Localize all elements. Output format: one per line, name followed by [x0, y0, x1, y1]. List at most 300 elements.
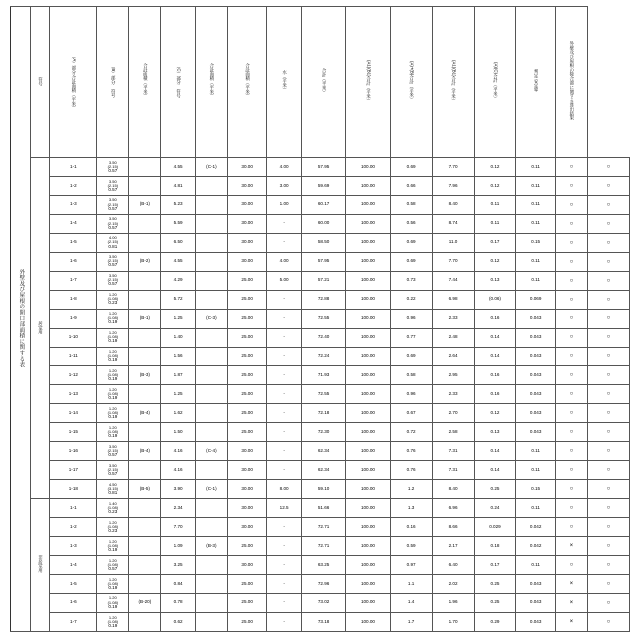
cell-area-c: 30.00	[227, 518, 266, 537]
header-group-c-area2	[227, 7, 266, 158]
cell-area-c: 30.00	[227, 461, 266, 480]
cell-ratio-3: 0.14	[474, 328, 516, 347]
cell-kigou-b: (B-1)	[129, 309, 161, 328]
sheet-title-vertical: 外壁及び屋根の開口部面積に関する表	[18, 268, 25, 368]
cell-area-b: 5.59	[161, 214, 196, 233]
cell-result: ○	[587, 480, 629, 499]
cell-area-c2: -	[267, 385, 302, 404]
cell-area-c2: -	[267, 347, 302, 366]
cell-ratio-4: 0.11	[516, 442, 555, 461]
cell-area-c: 25.00	[227, 612, 266, 631]
cell-area-b: 2.34	[161, 499, 196, 518]
cell-judgement: ○	[555, 290, 587, 309]
cell-ratio-3: 0.18	[474, 537, 516, 556]
cell-area-b: 4.29	[161, 271, 196, 290]
cell-ratio-2: 2.33	[432, 385, 474, 404]
cell-kigou-b	[129, 612, 161, 631]
cell-goukei: 100.00	[346, 518, 390, 537]
cell-goukei: 100.00	[346, 480, 390, 499]
cell-ratio-1: 0.16	[390, 518, 432, 537]
cell-kigou-c	[195, 271, 227, 290]
row-id: 1-18	[50, 480, 97, 499]
cell-area-c2: -	[267, 309, 302, 328]
cell-mizu: 71.93	[301, 366, 345, 385]
table-row	[11, 158, 630, 177]
cell-ratio-2: 6.98	[432, 290, 474, 309]
cell-judgement: ×	[555, 537, 587, 556]
cell-ratio-4: 0.043	[516, 423, 555, 442]
cell-goukei: 100.00	[346, 593, 390, 612]
cell-ratio-2: 7.70	[432, 158, 474, 177]
cell-area-b: 5.23	[161, 195, 196, 214]
cell-judgement: ×	[555, 574, 587, 593]
cell-mizu: 59.69	[301, 176, 345, 195]
cell-ratio-3: 0.24	[474, 499, 516, 518]
cell-area-c: 30.00	[227, 556, 266, 575]
cell-ratio-3: 0.29	[474, 612, 516, 631]
row-id: 1-3	[50, 537, 97, 556]
cell-area-a: 1.20 (1.08) 0.19	[97, 423, 129, 442]
cell-goukei: 100.00	[346, 328, 390, 347]
cell-area-b: 3.90	[161, 480, 196, 499]
cell-area-c2: 8.00	[267, 480, 302, 499]
cell-judgement: ○	[555, 518, 587, 537]
cell-ratio-4: 0.15	[516, 233, 555, 252]
cell-judgement: ○	[555, 442, 587, 461]
cell-judgement: ○	[555, 480, 587, 499]
header-label: 合計（平米）	[322, 67, 328, 95]
cell-ratio-4: 0.043	[516, 366, 555, 385]
cell-result: ○	[587, 176, 629, 195]
header-label: 判定 安定率	[534, 69, 540, 93]
cell-ratio-2: 2.95	[432, 366, 474, 385]
cell-ratio-2: 7.31	[432, 442, 474, 461]
cell-kigou-b	[129, 271, 161, 290]
cell-goukei: 100.00	[346, 271, 390, 290]
cell-ratio-4: 0.11	[516, 252, 555, 271]
cell-ratio-2: 2.33	[432, 309, 474, 328]
cell-area-b: 3.25	[161, 556, 196, 575]
cell-ratio-4: 0.11	[516, 214, 555, 233]
cell-result: ○	[587, 195, 629, 214]
cell-area-c2: -	[267, 233, 302, 252]
cell-ratio-3: 0.16	[474, 385, 516, 404]
cell-area-b: 0.78	[161, 593, 196, 612]
cell-ratio-1: 0.73	[390, 271, 432, 290]
row-id: 1-11	[50, 347, 97, 366]
row-id: 1-13	[50, 385, 97, 404]
cell-area-c: 25.00	[227, 271, 266, 290]
cell-area-c2: -	[267, 556, 302, 575]
cell-goukei: 100.00	[346, 461, 390, 480]
cell-kigou-b	[129, 537, 161, 556]
cell-mizu: 72.18	[301, 404, 345, 423]
cell-judgement: ○	[555, 461, 587, 480]
cell-ratio-3: 0.11	[474, 195, 516, 214]
cell-kigou-b	[129, 347, 161, 366]
cell-area-a: 3.50 (2.15) 0.57	[97, 214, 129, 233]
cell-mizu: 60.17	[301, 195, 345, 214]
cell-kigou-c	[195, 328, 227, 347]
cell-area-c: 30.00	[227, 480, 266, 499]
table-row	[11, 404, 630, 423]
header-label: （B）部分 符号	[111, 64, 117, 98]
cell-result: ○	[587, 499, 629, 518]
cell-ratio-1: 0.96	[390, 309, 432, 328]
cell-mizu: 57.21	[301, 271, 345, 290]
cell-ratio-3: 0.029	[474, 518, 516, 537]
cell-kigou-b	[129, 423, 161, 442]
cell-ratio-4: 0.043	[516, 593, 555, 612]
cell-judgement: ○	[555, 366, 587, 385]
table-row	[11, 442, 630, 461]
cell-ratio-4: 0.043	[516, 328, 555, 347]
cell-ratio-4: 0.11	[516, 499, 555, 518]
cell-area-c: 25.00	[227, 574, 266, 593]
cell-area-c: 30.00	[227, 176, 266, 195]
cell-result: ○	[587, 158, 629, 177]
cell-ratio-1: 0.77	[390, 328, 432, 347]
cell-area-b: 1.50	[161, 423, 196, 442]
header-group-b-kigou	[97, 7, 129, 158]
header-group-c-area	[195, 7, 227, 158]
cell-area-a: 1.20 (1.08) 0.19	[97, 328, 129, 347]
cell-area-a: 3.50 (2.15) 0.57	[97, 252, 129, 271]
cell-kigou-b	[129, 574, 161, 593]
cell-ratio-2: 7.96	[432, 176, 474, 195]
cell-result: ○	[587, 328, 629, 347]
cell-ratio-1: 0.56	[390, 214, 432, 233]
cell-result: ○	[587, 442, 629, 461]
cell-mizu: 57.95	[301, 252, 345, 271]
cell-goukei: 100.00	[346, 233, 390, 252]
header-group-c-kigou	[161, 7, 196, 158]
header-label: (A)(C)合計（平米）	[493, 61, 499, 101]
cell-ratio-1: 0.69	[390, 347, 432, 366]
cell-kigou-c	[195, 518, 227, 537]
header-mizu	[267, 7, 302, 158]
cell-goukei: 100.00	[346, 158, 390, 177]
table-row	[11, 309, 630, 328]
cell-kigou-c	[195, 385, 227, 404]
cell-ratio-3: (0.06)	[474, 290, 516, 309]
cell-area-c: 30.00	[227, 499, 266, 518]
header-label: (A1)(B1)合計（平米）	[451, 59, 457, 103]
cell-area-c2: -	[267, 366, 302, 385]
cell-ratio-4: 0.043	[516, 347, 555, 366]
table-row	[11, 195, 630, 214]
cell-ratio-3: 0.13	[474, 423, 516, 442]
cell-ratio-3: 0.14	[474, 442, 516, 461]
cell-ratio-1: 1.2	[390, 480, 432, 499]
cell-area-a: 3.50 (2.15) 0.57	[97, 461, 129, 480]
cell-area-c2: -	[267, 518, 302, 537]
cell-mizu: 72.71	[301, 537, 345, 556]
cell-mizu: 72.24	[301, 347, 345, 366]
row-id: 1-15	[50, 423, 97, 442]
cell-judgement: ○	[555, 347, 587, 366]
header-goukei	[301, 7, 345, 158]
header-ratio-a1b1	[346, 7, 390, 158]
cell-ratio-4: 0.11	[516, 158, 555, 177]
cell-ratio-3: 0.16	[474, 309, 516, 328]
cell-ratio-2: 2.64	[432, 347, 474, 366]
cell-area-a: 3.50 (2.15) 0.57	[97, 176, 129, 195]
cell-goukei: 100.00	[346, 214, 390, 233]
cell-mizu: 60.00	[301, 214, 345, 233]
cell-area-a: 4.50 (3.15) 0.81	[97, 480, 129, 499]
row-id: 1-9	[50, 309, 97, 328]
cell-result: ○	[587, 233, 629, 252]
cell-ratio-4: 0.042	[516, 537, 555, 556]
cell-area-b: 0.84	[161, 574, 196, 593]
cell-area-c2: -	[267, 461, 302, 480]
cell-judgement: ○	[555, 214, 587, 233]
cell-result: ○	[587, 290, 629, 309]
cell-ratio-1: 0.76	[390, 442, 432, 461]
cell-area-a: 1.20 (1.08) 0.57	[97, 556, 129, 575]
cell-kigou-c	[195, 612, 227, 631]
cell-kigou-c	[195, 252, 227, 271]
cell-ratio-3: 0.13	[474, 271, 516, 290]
cell-result: ○	[587, 214, 629, 233]
cell-ratio-2: 2.02	[432, 574, 474, 593]
cell-goukei: 100.00	[346, 404, 390, 423]
cell-mizu: 63.25	[301, 556, 345, 575]
row-id: 1-7	[50, 271, 97, 290]
table-row	[11, 537, 630, 556]
row-id: 1-1	[50, 158, 97, 177]
cell-ratio-1: 0.69	[390, 233, 432, 252]
cell-goukei: 100.00	[346, 252, 390, 271]
header-ratio-ac2	[474, 7, 516, 158]
cell-kigou-b: (B-20)	[129, 593, 161, 612]
cell-area-a: 3.50 (2.15) 0.57	[97, 271, 129, 290]
cell-mizu: 51.66	[301, 499, 345, 518]
cell-judgement: ○	[555, 499, 587, 518]
cell-kigou-b: (B-2)	[129, 252, 161, 271]
cell-area-b: 0.62	[161, 612, 196, 631]
header-label: 符号	[38, 76, 44, 86]
cell-area-b: 7.70	[161, 518, 196, 537]
table-row	[11, 480, 630, 499]
cell-mizu: 72.30	[301, 423, 345, 442]
row-id: 1-2	[50, 518, 97, 537]
cell-area-b: 6.50	[161, 233, 196, 252]
cell-result: ○	[587, 366, 629, 385]
cell-area-a: 1.20 (1.08) 0.19	[97, 385, 129, 404]
cell-ratio-3: 0.14	[474, 461, 516, 480]
cell-ratio-1: 0.76	[390, 461, 432, 480]
cell-ratio-2: 6.40	[432, 556, 474, 575]
cell-kigou-b	[129, 461, 161, 480]
row-id: 1-5	[50, 574, 97, 593]
cell-mizu: 72.55	[301, 385, 345, 404]
table-row	[11, 290, 630, 309]
cell-ratio-1: 1.3	[390, 499, 432, 518]
cell-ratio-2: 2.58	[432, 423, 474, 442]
cell-judgement: ○	[555, 423, 587, 442]
cell-area-c2: -	[267, 404, 302, 423]
header-label: （A）部分	[71, 54, 77, 75]
cell-ratio-2: 6.96	[432, 499, 474, 518]
cell-area-c2: -	[267, 214, 302, 233]
cell-ratio-2: 7.31	[432, 461, 474, 480]
row-id: 1-17	[50, 461, 97, 480]
cell-mizu: 73.18	[301, 612, 345, 631]
cell-area-c2: -	[267, 442, 302, 461]
cell-area-a: 1.40 (1.08) 0.23	[97, 499, 129, 518]
header-ratio-ab	[390, 7, 432, 158]
cell-ratio-4: 0.043	[516, 385, 555, 404]
row-id: 1-4	[50, 214, 97, 233]
cell-area-c: 30.00	[227, 233, 266, 252]
cell-area-c: 30.00	[227, 442, 266, 461]
cell-goukei: 100.00	[346, 366, 390, 385]
cell-area-a: 1.20 (1.08) 0.19	[97, 309, 129, 328]
cell-kigou-c	[195, 347, 227, 366]
cell-result: ○	[587, 385, 629, 404]
cell-area-b: 1.87	[161, 366, 196, 385]
cell-kigou-b	[129, 556, 161, 575]
cell-judgement: ×	[555, 612, 587, 631]
table-row	[11, 612, 630, 631]
cell-ratio-2: 2.17	[432, 537, 474, 556]
cell-result: ○	[587, 574, 629, 593]
cell-goukei: 100.00	[346, 574, 390, 593]
cell-area-c: 30.00	[227, 252, 266, 271]
cell-ratio-3: 0.17	[474, 233, 516, 252]
cell-area-b: 1.62	[161, 404, 196, 423]
cell-ratio-4: 0.11	[516, 271, 555, 290]
cell-area-a: 1.20 (1.08) 0.19	[97, 366, 129, 385]
header-label: （C）部分 符号	[176, 64, 182, 99]
table-row	[11, 461, 630, 480]
cell-area-b: 1.40	[161, 328, 196, 347]
cell-judgement: ○	[555, 195, 587, 214]
cell-ratio-2: 11.0	[432, 233, 474, 252]
cell-area-a: 1.20 (1.08) 0.19	[97, 612, 129, 631]
cell-result: ○	[587, 556, 629, 575]
cell-kigou-c: (C-4)	[195, 442, 227, 461]
cell-area-a: 1.20 (1.08) 0.19	[97, 404, 129, 423]
cell-ratio-2: 8.40	[432, 480, 474, 499]
header-label: (A)+(B)合計（平米）	[409, 60, 415, 102]
table-row	[11, 328, 630, 347]
table-row	[11, 214, 630, 233]
cell-area-c: 25.00	[227, 593, 266, 612]
cell-judgement: ○	[555, 252, 587, 271]
cell-area-c2: -	[267, 290, 302, 309]
row-id: 1-14	[50, 404, 97, 423]
cell-area-c: 25.00	[227, 423, 266, 442]
cell-kigou-b	[129, 176, 161, 195]
cell-ratio-2: 2.70	[432, 404, 474, 423]
cell-goukei: 100.00	[346, 309, 390, 328]
header-label: 合計面積（平米）	[71, 74, 77, 110]
cell-kigou-b	[129, 233, 161, 252]
cell-area-c: 30.00	[227, 195, 266, 214]
cell-ratio-4: 0.042	[516, 518, 555, 537]
cell-ratio-3: 0.16	[474, 366, 516, 385]
cell-result: ○	[587, 461, 629, 480]
cell-ratio-1: 1.1	[390, 574, 432, 593]
cell-goukei: 100.00	[346, 347, 390, 366]
row-id: 1-12	[50, 366, 97, 385]
cell-ratio-1: 1.4	[390, 593, 432, 612]
cell-area-c: 25.00	[227, 404, 266, 423]
cell-kigou-c	[195, 593, 227, 612]
cell-result: ○	[587, 404, 629, 423]
cell-ratio-2: 1.96	[432, 593, 474, 612]
cell-area-b: 4.55	[161, 158, 196, 177]
cell-mizu: 72.40	[301, 328, 345, 347]
cell-goukei: 100.00	[346, 537, 390, 556]
cell-area-b: 1.25	[161, 385, 196, 404]
cell-kigou-b	[129, 214, 161, 233]
cell-goukei: 100.00	[346, 612, 390, 631]
cell-kigou-c	[195, 404, 227, 423]
cell-ratio-1: 0.58	[390, 195, 432, 214]
cell-kigou-b: (B-4)	[129, 404, 161, 423]
cell-kigou-c	[195, 556, 227, 575]
cell-kigou-b: (B-5)	[129, 480, 161, 499]
cell-ratio-1: 0.97	[390, 556, 432, 575]
cell-result: ○	[587, 537, 629, 556]
header-row-id	[30, 7, 50, 158]
cell-judgement: ○	[555, 233, 587, 252]
cell-ratio-1: 0.22	[390, 290, 432, 309]
cell-judgement: ○	[555, 385, 587, 404]
cell-kigou-c: (C-3)	[195, 309, 227, 328]
cell-area-b: 4.81	[161, 176, 196, 195]
cell-ratio-1: 0.69	[390, 158, 432, 177]
cell-ratio-3: 0.25	[474, 574, 516, 593]
cell-area-a: 3.50 (2.15) 0.57	[97, 442, 129, 461]
cell-ratio-4: 0.069	[516, 290, 555, 309]
cell-judgement: ○	[555, 404, 587, 423]
cell-ratio-4: 0.043	[516, 612, 555, 631]
row-id: 1-1	[50, 499, 97, 518]
cell-ratio-2: 8.40	[432, 195, 474, 214]
cell-result: ○	[587, 252, 629, 271]
cell-area-c2: 3.00	[267, 176, 302, 195]
cell-kigou-c	[195, 233, 227, 252]
header-group-b-area	[129, 7, 161, 158]
cell-mizu: 72.88	[301, 290, 345, 309]
cell-judgement: ○	[555, 176, 587, 195]
cell-ratio-1: 0.69	[390, 252, 432, 271]
cell-goukei: 100.00	[346, 442, 390, 461]
cell-area-c: 25.00	[227, 290, 266, 309]
section-label: 居室用	[30, 158, 50, 499]
header-label: 合計面積（平米）	[245, 63, 251, 99]
cell-mizu: 58.50	[301, 233, 345, 252]
cell-kigou-c: (B-3)	[195, 537, 227, 556]
cell-kigou-b	[129, 518, 161, 537]
cell-kigou-c: (C-1)	[195, 480, 227, 499]
cell-ratio-3: 0.25	[474, 480, 516, 499]
header-band	[11, 7, 630, 158]
cell-mizu: 59.10	[301, 480, 345, 499]
cell-kigou-c	[195, 214, 227, 233]
row-id: 1-6	[50, 593, 97, 612]
cell-area-b: 5.72	[161, 290, 196, 309]
cell-ratio-1: 0.67	[390, 404, 432, 423]
cell-mizu: 72.55	[301, 309, 345, 328]
cell-ratio-4: 0.043	[516, 309, 555, 328]
cell-result: ○	[587, 423, 629, 442]
